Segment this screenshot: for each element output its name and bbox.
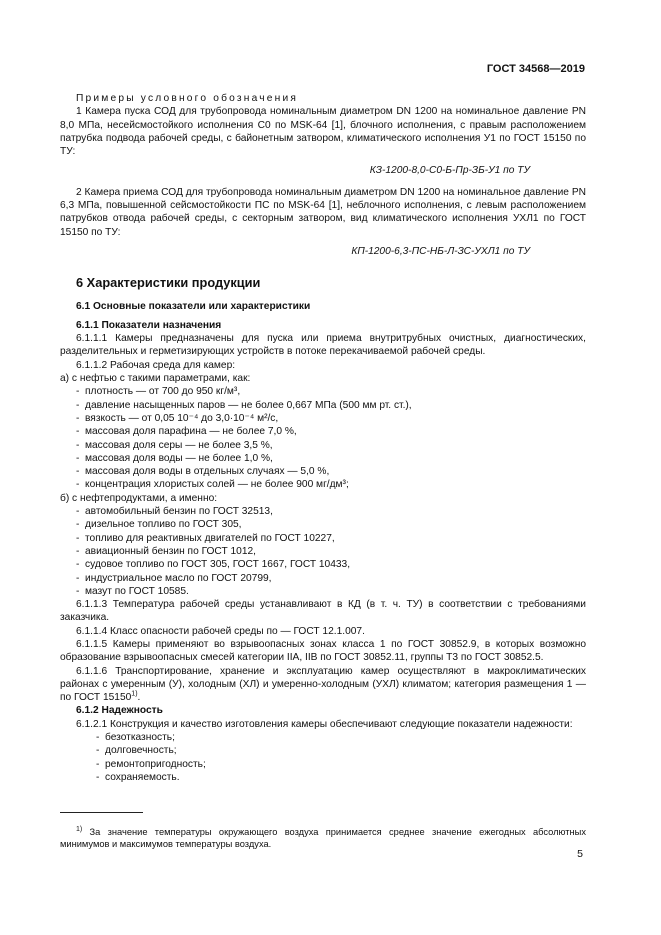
para-6-1-1-2-b: б) с нефтепродуктами, а именно: [60,492,218,504]
section-6-1-title: 6.1 Основные показатели или характеристики [76,300,311,312]
page-number: 5 [577,848,583,860]
list-item: - массовая доля воды — не более 1,0 %, [76,452,273,464]
para-6-1-1-1: 6.1.1.1 Камеры предназначены для пуска или приема внутритрубных очистных, диагностических, разделительных и герметизирующих устройств в потоке перекачиваемой рабочей среды. [60,333,586,358]
example-1-code: КЗ-1200-8,0-С0-Б-Пр-ЗБ-У1 по ТУ [369,165,530,177]
list-item: - концентрация хлористых солей — не более 900 мг/дм³; [76,479,349,491]
list-item: - сохраняемость. [96,771,180,783]
list-item: - массовая доля парафина — не более 7,0 %, [76,426,297,438]
example-2-code: КП-1200-6,3-ПС-НБ-Л-ЗС-УХЛ1 по ТУ [351,245,530,257]
list-item: - массовая доля серы — не более 3,5 %, [76,439,273,451]
page-content [60,92,586,784]
para-6-1-2-1: 6.1.2.1 Конструкция и качество изготовления камеры обеспечивают следующие показатели надежности: [76,718,573,730]
para-6-1-1-4: 6.1.1.4 Класс опасности рабочей среды по — ГОСТ 12.1.007. [76,625,365,637]
document-header: ГОСТ 34568—2019 [486,63,585,75]
list-item: - дизельное топливо по ГОСТ 305, [76,519,242,531]
list-item: - индустриальное масло по ГОСТ 20799, [76,572,272,584]
list-item: - массовая доля воды в отдельных случаях — 5,0 %, [76,466,330,478]
reliability-list [60,731,586,784]
example-1-text: 1 Камера пуска СОД для трубопровода номинальным диаметром DN 1200 на номинальное давление PN 8,0 МПа, несейсмостойкого исполнения С0 по MSK-64 [1], блочного исполнения, с правым расположением патрубка подвода рабочей среды, с байонетным затвором, климатического исполнения У1 по ГОСТ 15150 по ТУ: [60,106,586,158]
para-6-1-1-2: 6.1.1.2 Рабочая среда для камер: [76,359,236,371]
products-list [60,505,586,598]
list-item: - безотказность; [96,732,175,744]
para-6-1-1-6: 6.1.1.6 Транспортирование, хранение и эксплуатацию камер осуществляют в макроклиматических районах с умеренным (У), холодным (ХЛ) и умеренно-холодным (УХЛ) климатом; категория размещения 1 — по ГОСТ 15150$^{1)}$. [60,665,586,704]
list-item: - судовое топливо по ГОСТ 305, ГОСТ 1667, ГОСТ 10433, [76,559,351,571]
list-item: - ремонтопригодность; [96,758,206,770]
example-2-text: 2 Камера приема СОД для трубопровода номинальным диаметром DN 1200 на номинальное давление PN 6,3 МПа, повышенной сейсмостойкости ПС по MSK-64 [1], неблочного исполнения, с левым расположением патрубков отвода рабочей среды, с секторным затвором, вид климатического исполнения УХЛ1 по ГОСТ 15150 по ТУ: [60,186,586,238]
para-6-1-1-3: 6.1.1.3 Температура рабочей среды устанавливают в КД (в т. ч. ТУ) в соответствии с требованиями заказчика. [60,599,586,624]
footnote-divider [60,812,143,813]
footnote-ref: 1) [131,690,138,698]
list-item: - авиационный бензин по ГОСТ 1012, [76,545,256,557]
section-6-1-2-title: 6.1.2 Надежность [76,705,163,717]
list-item: - плотность — от 700 до 950 кг/м³, [76,386,241,398]
list-item: - топливо для реактивных двигателей по ГОСТ 10227, [76,532,335,544]
para-6-1-1-2-a: а) с нефтью с такими параметрами, как: [60,373,251,385]
list-item: - долговечность; [96,745,177,757]
examples-title: Примеры условного обозначения [76,93,299,104]
oil-params-list [60,385,586,491]
section-6-title: 6 Характеристики продукции [76,275,261,291]
footnote-mark: 1) [76,826,83,834]
section-6-1-1-title: 6.1.1 Показатели назначения [76,319,222,331]
list-item: - вязкость — от 0,05 10⁻⁴ до 3,0·10⁻⁴ м²/с, [76,412,279,424]
list-item: - мазут по ГОСТ 10585. [76,585,189,597]
para-6-1-1-5: 6.1.1.5 Камеры применяют во взрывоопасных зонах класса 1 по ГОСТ 30852.9, в которых возможно образование взрывоопасных смесей категории IIA, IIB по ГОСТ 30852.11, группы Т3 по ГОСТ 30852.5. [60,638,586,664]
list-item: - давление насыщенных паров — не более 0,667 МПа (500 мм рт. ст.), [76,399,412,411]
footnote: $^{1)}$ За значение температуры окружающего воздуха принимается среднее значение ежегодных абсолютных минимумов и максимумов температуры воздуха. [60,826,586,850]
list-item: - автомобильный бензин по ГОСТ 32513, [76,506,273,518]
